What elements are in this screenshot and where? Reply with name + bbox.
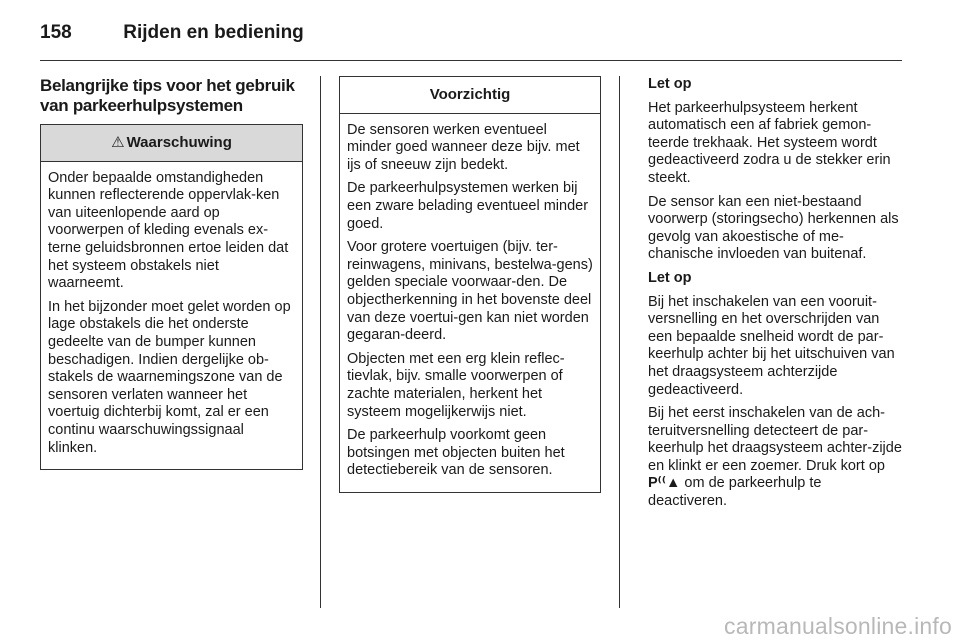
note-paragraph: Het parkeerhulpsysteem herkent automatisch een af fabriek gemon-teerde trekhaak. Het systeem wordt gedeactiveerd zodra u de stekker erin steekt.	[648, 99, 891, 186]
note-text: om de parkeerhulp te deactiveren.	[648, 475, 822, 510]
note-paragraph: Bij het inschakelen van een vooruit-versnelling en het overschrijden van een bepaalde snelheid wordt de par-keerhulp achter bij het uitschuiven van het draagsysteem achterzijde gedeactiveerd.	[648, 293, 895, 398]
warning-triangle-icon: ⚠	[111, 134, 125, 151]
warning-header	[41, 125, 302, 162]
page-number: 158	[40, 22, 72, 43]
warning-body	[41, 162, 302, 470]
watermark: carmanualsonline.info	[724, 613, 952, 639]
caution-paragraph: Objecten met een erg klein reflec-tievlak, bijv. smalle voorwerpen of zachte materialen, herkent het systeem mogelijkerwijs niet.	[347, 350, 565, 420]
note-title: Let op	[648, 269, 692, 286]
caution-header: Voorzichtig	[340, 77, 600, 114]
note-title: Let op	[648, 76, 692, 92]
caution-paragraph: De parkeerhulp voorkomt geen botsingen met objecten buiten het detectiebereik van de sensoren.	[347, 427, 565, 479]
column-middle	[339, 76, 601, 493]
header-divider	[40, 60, 902, 61]
column-divider-right	[619, 76, 620, 608]
caution-paragraph: Voor grotere voertuigen (bijv. ter-reinwagens, minivans, bestelwa-gens) gelden speciale voorwaar-den. De objectherkenning in het bovenste deel van deze voertui-gen kan niet worden gegaran-deerd.	[347, 239, 593, 344]
page-header	[40, 22, 304, 44]
note-text: Bij het eerst inschakelen van de ach-teruitversnelling detecteert de par-keerhulp het draagsysteem achter-zijde en klinkt er een zoemer. Druk kort op	[648, 405, 902, 474]
caution-body	[340, 114, 600, 492]
column-right	[648, 76, 904, 517]
column-divider-left	[320, 76, 321, 608]
note-paragraph	[648, 405, 904, 511]
section-title: Belangrijke tips voor het gebruik van parkeerhulpsystemen	[40, 76, 295, 115]
parking-assist-icon: P⁽⁽▲	[648, 475, 681, 492]
warning-paragraph: Onder bepaalde omstandigheden kunnen reflecterende oppervlak-ken van uiteenlopende aard op voorwerpen of kleding evenals ex-terne geluidsbronnen ertoe leiden dat het systeem obstakels niet waarneemt.	[48, 169, 289, 292]
warning-box	[40, 124, 303, 470]
column-left	[40, 76, 303, 470]
note-paragraph: De sensor kan een niet-bestaand voorwerp (storingsecho) herkennen als gevolg van akoestische of me-chanische invloeden van buitenaf.	[648, 193, 899, 263]
caution-box	[339, 76, 601, 493]
caution-paragraph: De sensoren werken eventueel minder goed wanneer deze bijv. met ijs of sneeuw zijn bedekt.	[347, 121, 580, 173]
chapter-title: Rijden en bediening	[123, 22, 304, 43]
warning-paragraph: In het bijzonder moet gelet worden op lage obstakels die het onderste gedeelte van de bumper kunnen beschadigen. Indien dergelijke ob-stakels de waarnemingszone van de sensoren verlaten wanneer het voertuig dichterbij komt, zal er een continu waarschuwingssignaal klinken.	[48, 298, 291, 456]
warning-title: Waarschuwing	[126, 134, 232, 151]
caution-paragraph: De parkeerhulpsystemen werken bij een zware belading eventueel minder goed.	[347, 180, 589, 232]
